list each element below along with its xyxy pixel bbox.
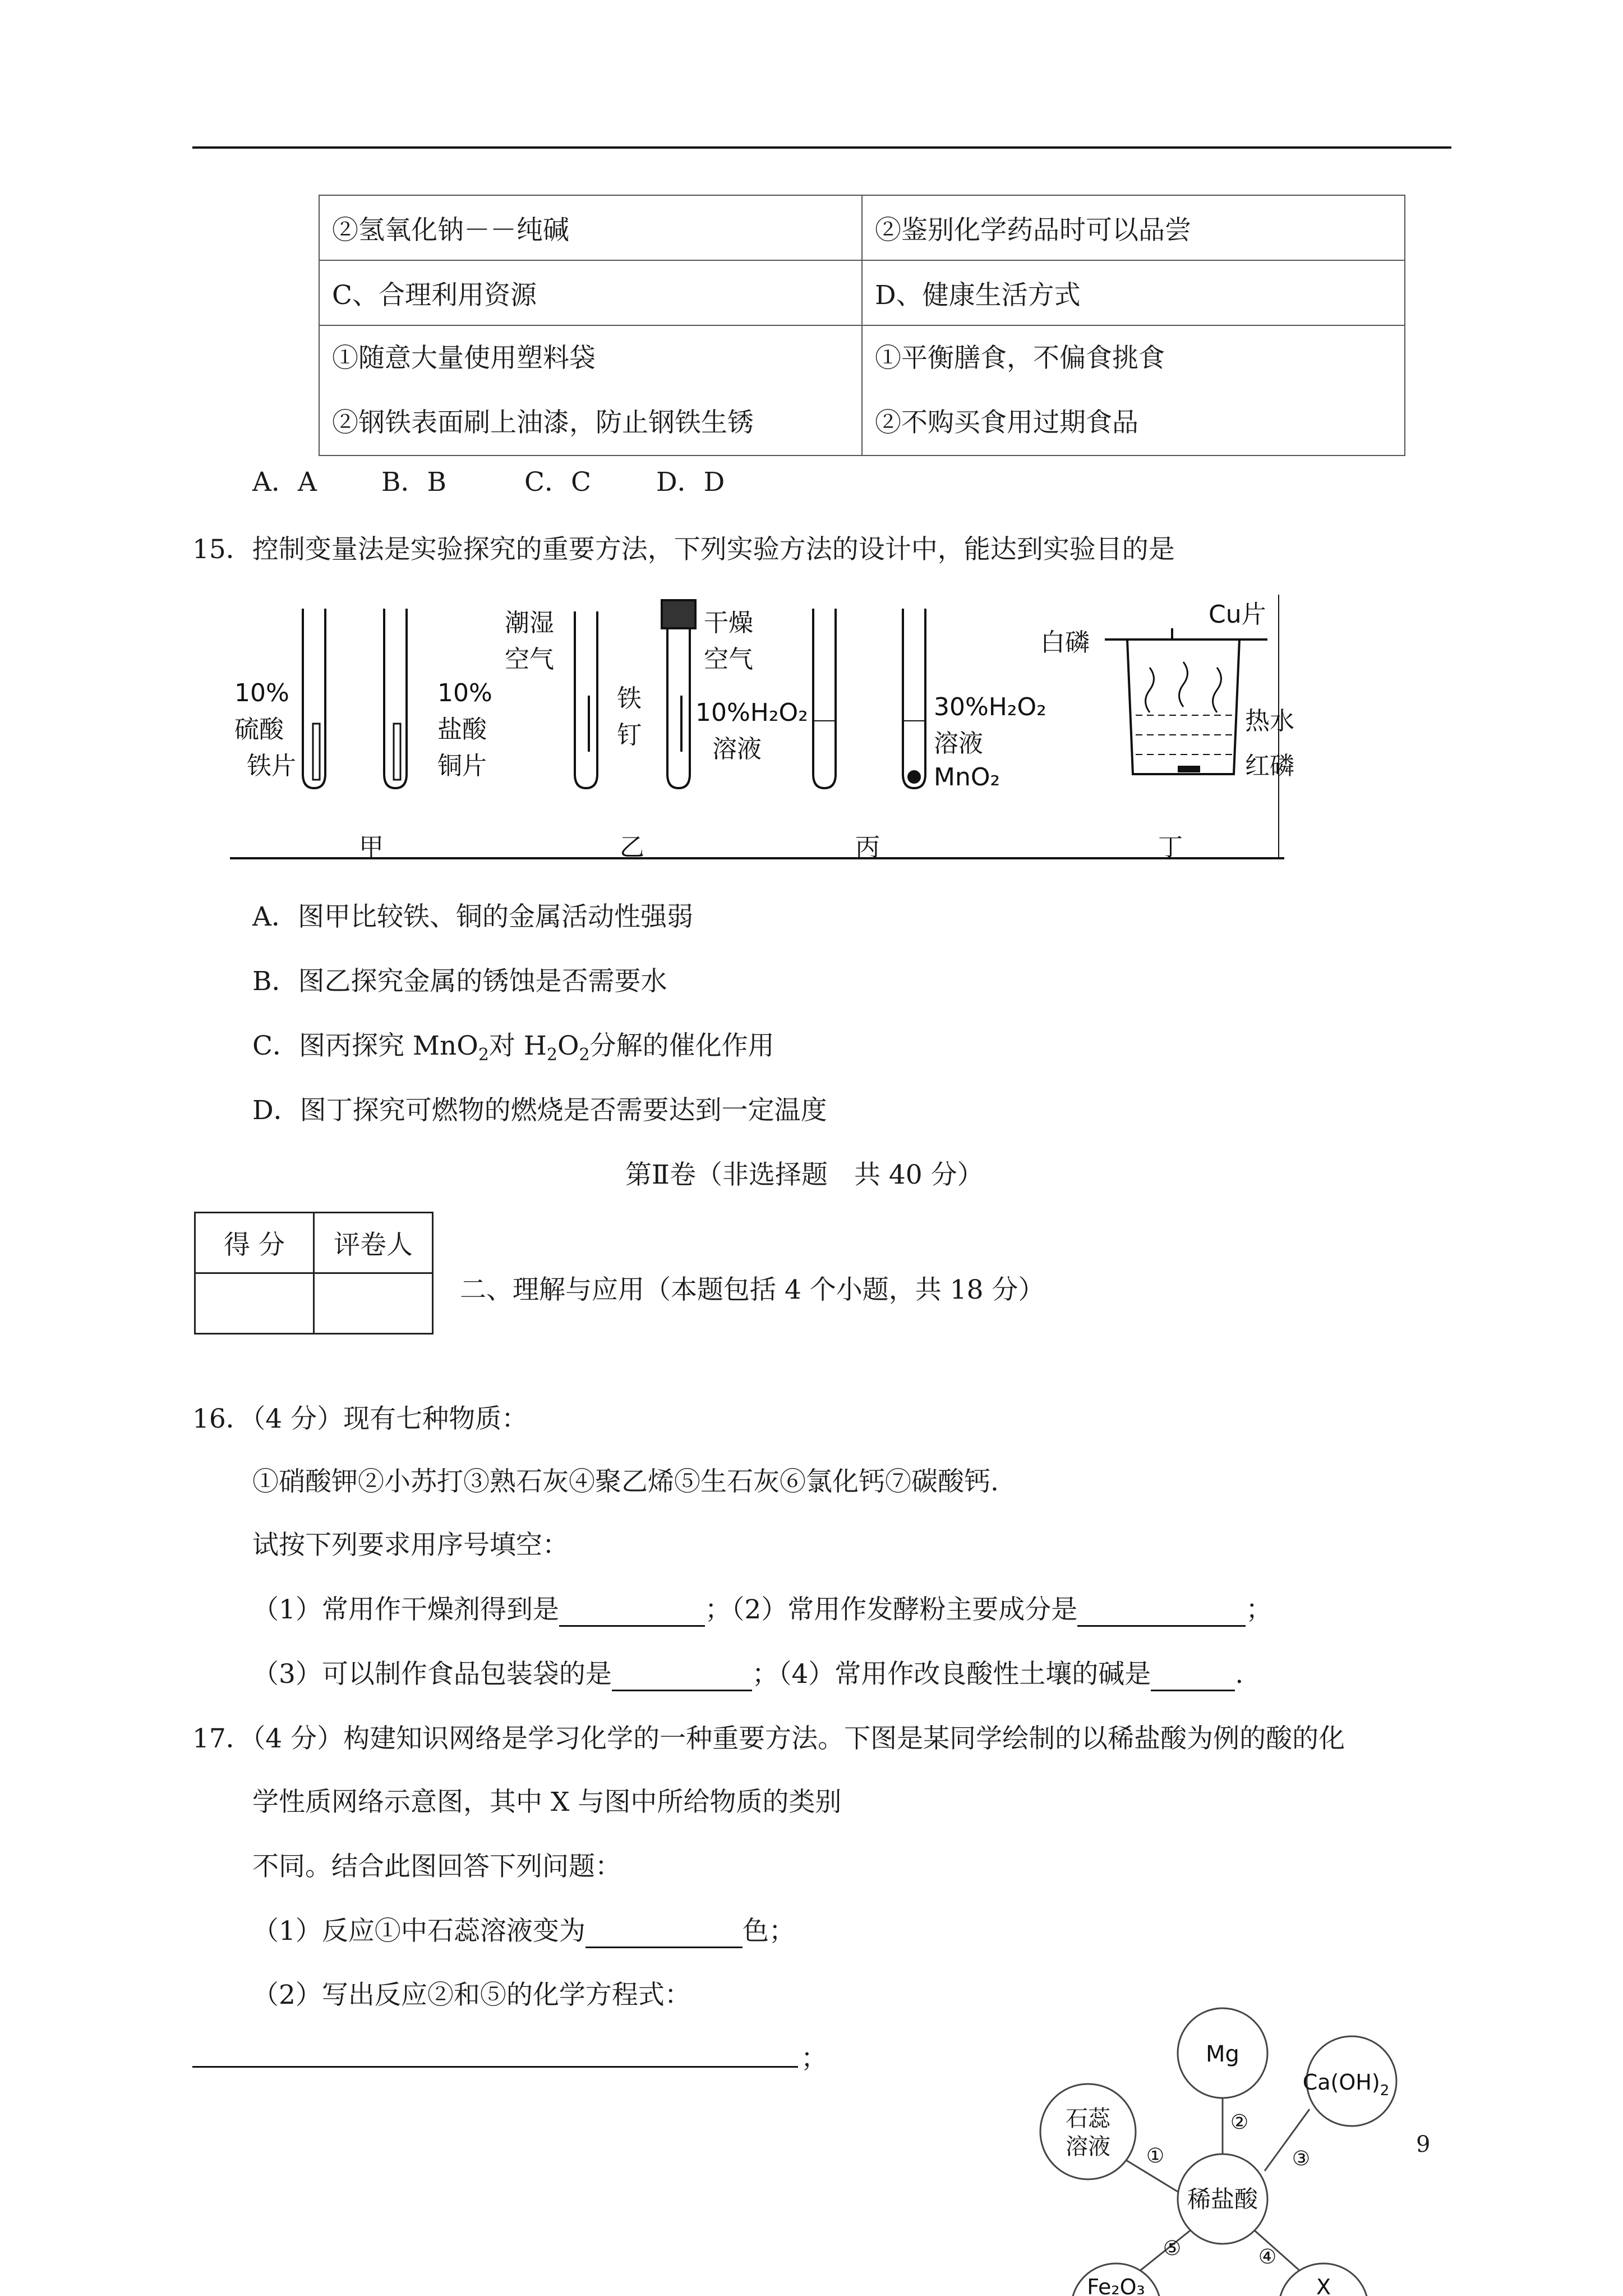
- q16-stem: 16．（4 分）现有七种物质：: [192, 1404, 528, 1434]
- q15-option-b: B．图乙探究金属的锈蚀是否需要水: [252, 966, 667, 997]
- acid-network-diagram: [1032, 2003, 1413, 2296]
- score-header: 得 分: [195, 1213, 314, 1273]
- answer-line[interactable]: [192, 2066, 798, 2068]
- q14-choice-d: D．D: [656, 467, 725, 498]
- label-ding-4: 红磷: [1245, 752, 1294, 780]
- table-cell: ②氢氧化钠－－纯碱: [319, 195, 862, 260]
- label-jia-right-2: 盐酸: [437, 715, 487, 744]
- label-bing-left-1: 10%H₂O₂: [695, 698, 808, 727]
- reaction-num-5: ⑤: [1163, 2237, 1182, 2260]
- answer-blank[interactable]: [612, 1665, 752, 1691]
- q15-option-d: D．图丁探究可燃物的燃烧是否需要达到一定温度: [252, 1095, 827, 1126]
- fe2o3-label: Fe₂O₃: [1087, 2275, 1145, 2296]
- label-bing-right-3: MnO₂: [934, 763, 1000, 792]
- caption-jia: 甲: [359, 833, 384, 862]
- label-yi-mid-1: 铁: [617, 684, 642, 713]
- q14-choice-a: A．A: [252, 467, 317, 498]
- q17-stem-3: 不同。结合此图回答下列问题：: [252, 1851, 621, 1882]
- q16-line1: （1）常用作干燥剂得到是 ；（2）常用作发酵粉主要成分是 ；: [252, 1593, 1272, 1627]
- reaction-num-2: ②: [1230, 2111, 1249, 2134]
- table-cell: C、合理利用资源: [319, 260, 862, 325]
- label-ding-1: 白磷: [1040, 628, 1090, 657]
- reaction-num-3: ③: [1292, 2147, 1311, 2170]
- grader-cell: [314, 1273, 433, 1334]
- table-cell: ①平衡膳食，不偏食挑食 ②不购买食用过期食品: [862, 325, 1405, 455]
- label-jia-right-3: 铜片: [437, 752, 487, 780]
- label-bing-right-1: 30%H₂O₂: [934, 693, 1046, 721]
- caption-bing: 丙: [855, 833, 880, 862]
- center-label: 稀盐酸: [1187, 2185, 1258, 2213]
- header-rule: [192, 146, 1451, 149]
- table-cell: ①随意大量使用塑料袋 ②钢铁表面刷上油漆，防止钢铁生锈: [319, 325, 862, 455]
- page-number: 9: [1416, 2132, 1431, 2157]
- litmus-label-2: 溶液: [1066, 2134, 1110, 2160]
- score-cell: [195, 1273, 314, 1334]
- reaction-num-4: ④: [1258, 2246, 1277, 2269]
- answer-blank[interactable]: [559, 1600, 705, 1627]
- q14-choice-b: B．B: [381, 467, 447, 498]
- label-yi-tl-2: 空气: [505, 645, 554, 674]
- label-bing-right-2: 溶液: [934, 729, 983, 758]
- label-ding-3: 热水: [1245, 707, 1294, 735]
- q17-stem-1: 17．（4 分）构建知识网络是学习化学的一种重要方法。下图是某同学绘制的以稀盐酸为例的酸的化: [192, 1723, 1345, 1754]
- q17-part2: （2）写出反应②和⑤的化学方程式：: [252, 1980, 691, 2010]
- mg-label: Mg: [1206, 2041, 1239, 2067]
- score-table: [194, 1212, 434, 1335]
- q16-items: ①硝酸钾②小苏打③熟石灰④聚乙烯⑤生石灰⑥氯化钙⑦碳酸钙.: [252, 1466, 999, 1497]
- q17-part1: （1）反应①中石蕊溶液变为 色；: [252, 1915, 795, 1948]
- litmus-label-1: 石蕊: [1066, 2106, 1110, 2132]
- table-cell: D、健康生活方式: [862, 260, 1405, 325]
- part2-heading: 二、理解与应用（本题包括 4 个小题，共 18 分）: [460, 1274, 1045, 1305]
- grader-header: 评卷人: [314, 1213, 433, 1273]
- label-jia-left-2: 硫酸: [234, 715, 284, 744]
- q15-option-a: A．图甲比较铁、铜的金属活动性强弱: [252, 901, 693, 932]
- experiment-figure: [230, 595, 1294, 864]
- q15-option-c: C．图丙探究 MnO$_2$对 $H_2O_2$分解的催化作用: [252, 1030, 774, 1065]
- answer-line-end: ；: [801, 2043, 827, 2074]
- caption-ding: 丁: [1158, 833, 1183, 862]
- label-jia-right-1: 10%: [437, 679, 492, 707]
- q16-instruction: 试按下列要求用序号填空：: [252, 1530, 569, 1561]
- caoh2-label: $Ca(OH)_2$: [1302, 2070, 1390, 2099]
- answer-blank[interactable]: [585, 1922, 743, 1948]
- q17-stem-2: 学性质网络示意图，其中 X 与图中所给物质的类别: [252, 1787, 842, 1818]
- answer-blank[interactable]: [1077, 1600, 1246, 1627]
- reaction-num-1: ①: [1146, 2145, 1165, 2168]
- x-label: X: [1316, 2275, 1331, 2296]
- table-cell: ②鉴别化学药品时可以品尝: [862, 195, 1405, 260]
- answer-blank[interactable]: [1151, 1665, 1235, 1691]
- label-yi-tr-1: 干燥: [704, 609, 753, 637]
- label-bing-left-2: 溶液: [712, 735, 762, 763]
- options-table: [319, 195, 1405, 456]
- label-yi-tl-1: 潮湿: [505, 609, 554, 637]
- caption-yi: 乙: [620, 833, 644, 862]
- section-title: 第Ⅱ卷（非选择题 共 40 分）: [625, 1159, 984, 1190]
- q14-choice-c: C．C: [524, 467, 591, 498]
- label-jia-left-1: 10%: [234, 679, 289, 707]
- label-yi-mid-2: 钉: [617, 721, 642, 749]
- label-jia-left-3: 铁片: [247, 752, 296, 780]
- label-yi-tr-2: 空气: [704, 645, 753, 674]
- label-ding-2: Cu片: [1209, 600, 1266, 629]
- q16-line2: （3）可以制作食品包装袋的是 ；（4）常用作改良酸性土壤的碱是 .: [252, 1658, 1243, 1691]
- q15-stem: 15．控制变量法是实验探究的重要方法，下列实验方法的设计中，能达到实验目的是: [192, 534, 1175, 565]
